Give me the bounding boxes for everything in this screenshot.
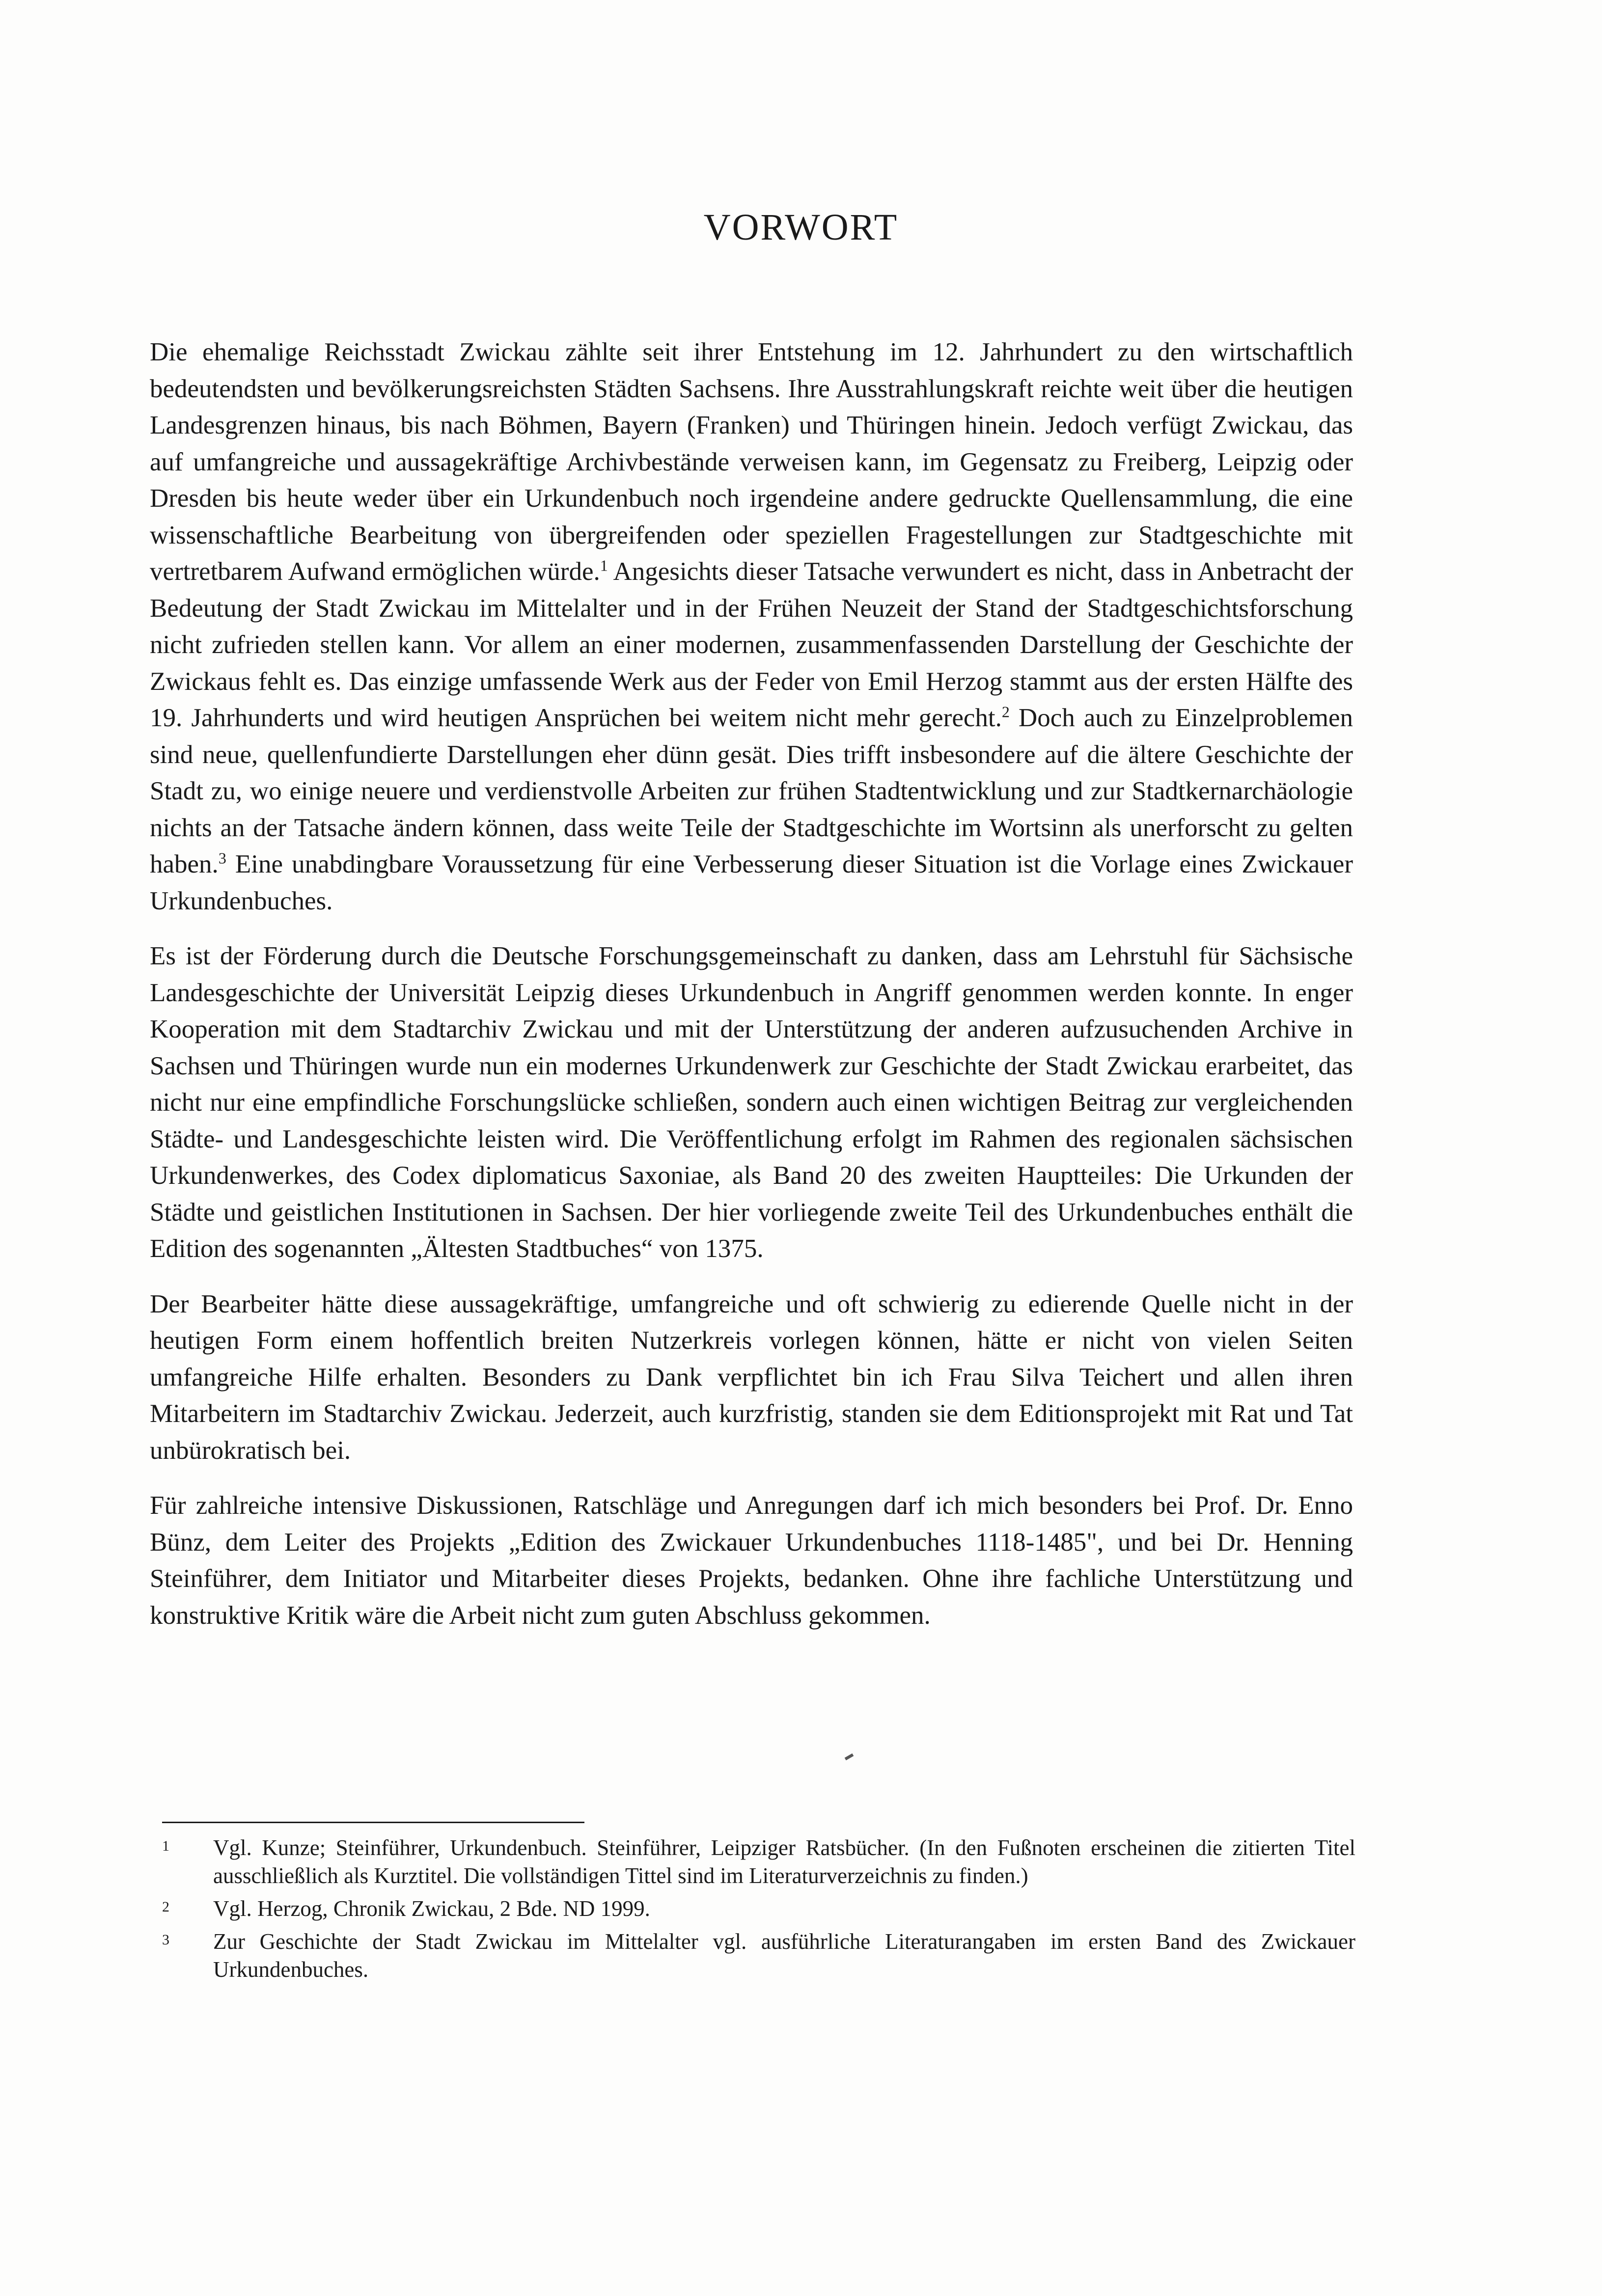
paragraph-3-text: Der Bearbeiter hätte diese aussagekräftige, umfangreiche und oft schwierig zu edierende Quelle nicht in der heutigen Form einem hoffentlich breiten Nutzerkreis vorlegen können, hätte er nicht von vielen Seiten umfangreiche Hilfe erhalten. Besonders zu Dank verpflichtet bin ich Frau Silva Teichert und allen ihren Mitarbeitern im Stadtarchiv Zwickau. Jederzeit, auch kurzfristig, standen sie dem Editionsprojekt mit Rat und Tat unbürokratisch bei. [150, 1289, 1353, 1465]
footnote-1-number: 1 [162, 1838, 169, 1854]
footnote-3-text: Zur Geschichte der Stadt Zwickau im Mittelalter vgl. ausführliche Literaturangaben im ersten Band des Zwickauer Urkundenbuches. [213, 1929, 1355, 1982]
footnote-1-text: Vgl. Kunze; Steinführer, Urkundenbuch. Steinführer, Leipziger Ratsbücher. (In den Fußnoten erscheinen die zitierten Titel ausschließlich als Kurztitel. Die vollständigen Tittel sind im Literaturverzeichnis zu finden.) [213, 1835, 1355, 1888]
footnote-ref-2: 2 [1001, 703, 1010, 721]
footnote-2 [162, 1895, 1355, 1923]
footnote-2-number: 2 [162, 1899, 169, 1915]
paragraph-2 [150, 938, 1353, 1267]
footnote-1 [162, 1834, 1355, 1890]
footnotes [162, 1834, 1355, 1989]
paragraph-1-text-b: Angesichts dieser Tatsache verwundert es nicht, dass in Anbetracht der Bedeutung der Stadt Zwickau im Mittelalter und in der Frühen Neuzeit der Stand der Stadtgeschichtsforschung nicht zufrieden stellen kann. Vor allem an einer modernen, zusammenfassenden Darstellung der Geschichte der Zwickaus fehlt es. Das einzige umfassende Werk aus der Feder von Emil Herzog stammt aus der ersten Hälfte des 19. Jahrhunderts und wird heutigen Ansprüchen bei weitem nicht mehr gerecht. [150, 557, 1353, 732]
paragraph-1-text-d: Eine unabdingbare Voraussetzung für eine Verbesserung dieser Situation ist die Vorlage eines Zwickauer Urkundenbuches. [150, 850, 1353, 915]
paragraph-1 [150, 334, 1353, 919]
footnote-ref-3: 3 [218, 849, 226, 867]
paragraph-2-text: Es ist der Förderung durch die Deutsche Forschungsgemeinschaft zu danken, dass am Lehrstuhl für Sächsische Landesgeschichte der Universität Leipzig dieses Urkundenbuch in Angriff genommen werden konnte. In enger Kooperation mit dem Stadtarchiv Zwickau und mit der Unterstützung der anderen aufzusuchenden Archive in Sachsen und Thüringen wurde nun ein modernes Urkundenwerk zur Geschichte der Stadt Zwickau erarbeitet, das nicht nur eine empfindliche Forschungslücke schließen, sondern auch einen wichtigen Beitrag zur vergleichenden Städte- und Landesgeschichte leisten wird. Die Veröffentlichung erfolgt im Rahmen des regionalen sächsischen Urkundenwerkes, des Codex diplomaticus Saxoniae, als Band 20 des zweiten Hauptteiles: Die Urkunden der Städte und geistlichen Institutionen in Sachsen. Der hier vorliegende zweite Teil des Urkundenbuches enthält die Edition des sogenannten „Ältesten Stadtbuches“ von 1375. [150, 942, 1353, 1263]
stray-mark [845, 1753, 854, 1760]
footnote-3 [162, 1928, 1355, 1984]
footnote-3-number: 3 [162, 1932, 169, 1948]
footnote-2-text: Vgl. Herzog, Chronik Zwickau, 2 Bde. ND 1999. [213, 1896, 650, 1921]
footnote-ref-1: 1 [600, 556, 608, 574]
paragraph-4 [150, 1487, 1353, 1634]
footnote-divider [162, 1822, 584, 1823]
paragraph-1-text-a: Die ehemalige Reichsstadt Zwickau zählte seit ihrer Entstehung im 12. Jahrhundert zu den wirtschaftlich bedeutendsten und bevölkerungsreichsten Städten Sachsens. Ihre Ausstrahlungskraft reichte weit über die heutigen Landesgrenzen hinaus, bis nach Böhmen, Bayern (Franken) und Thüringen hinein. Jedoch verfügt Zwickau, das auf umfangreiche und aussagekräftige Archivbestände verweisen kann, im Gegensatz zu Freiberg, Leipzig oder Dresden bis heute weder über ein Urkundenbuch noch irgendeine andere gedruckte Quellensammlung, die eine wissenschaftliche Bearbeitung von übergreifenden oder speziellen Fragestellungen zur Stadtgeschichte mit vertretbarem Aufwand ermöglichen würde. [150, 338, 1353, 586]
paragraph-1-text-c: Doch auch zu Einzelproblemen sind neue, quellenfundierte Darstellungen eher dünn gesät. Dies trifft insbesondere auf die ältere Geschichte der Stadt zu, wo einige neuere und verdienstvolle Arbeiten zur frühen Stadtentwicklung und zur Stadtkernarchäologie nichts an der Tatsache ändern können, dass weite Teile der Stadtgeschichte im Wortsinn als unerforscht zu gelten haben. [150, 704, 1353, 878]
page-title: VORWORT [703, 207, 899, 248]
paragraph-4-text: Für zahlreiche intensive Diskussionen, Ratschläge und Anregungen darf ich mich besonders bei Prof. Dr. Enno Bünz, dem Leiter des Projekts „Edition des Zwickauer Urkundenbuches 1118-1485", und bei Dr. Henning Steinführer, dem Initiator und Mitarbeiter dieses Projekts, bedanken. Ohne ihre fachliche Unterstützung und konstruktive Kritik wäre die Arbeit nicht zum guten Abschluss gekommen. [150, 1491, 1353, 1630]
body-text [150, 334, 1353, 1652]
paragraph-3 [150, 1286, 1353, 1469]
